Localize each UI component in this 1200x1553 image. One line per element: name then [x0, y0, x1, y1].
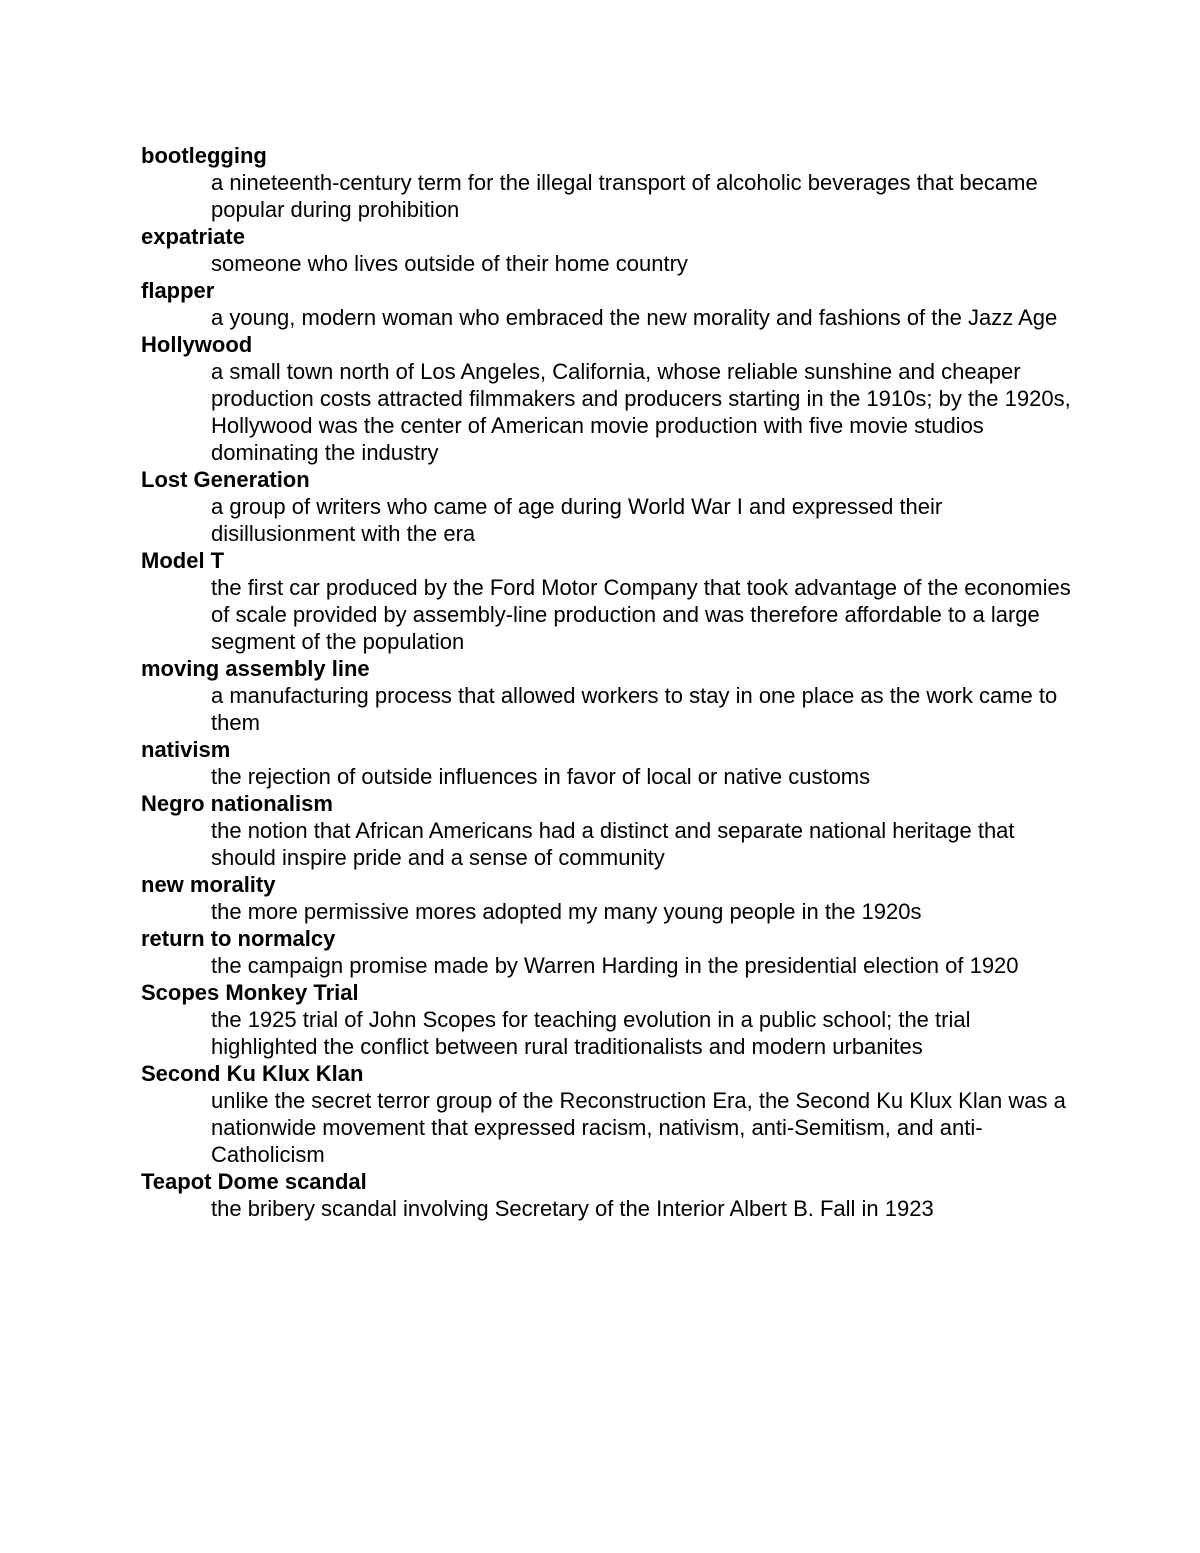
glossary-list [141, 142, 1081, 1222]
glossary-entry [141, 547, 1081, 655]
glossary-term: moving assembly line [141, 656, 370, 681]
glossary-definition: a nineteenth-century term for the illegal transport of alcoholic beverages that became popular during prohibition [211, 170, 1038, 222]
glossary-term: Teapot Dome scandal [141, 1169, 367, 1194]
glossary-definition: unlike the secret terror group of the Reconstruction Era, the Second Ku Klux Klan was a nationwide movement that expressed racism, nativism, anti-Semitism, and anti-Catholicism [211, 1088, 1066, 1167]
glossary-entry [141, 790, 1081, 871]
glossary-term: Hollywood [141, 332, 253, 357]
glossary-entry [141, 925, 1081, 979]
glossary-term: Second Ku Klux Klan [141, 1061, 364, 1086]
glossary-definition: a young, modern woman who embraced the new morality and fashions of the Jazz Age [211, 305, 1058, 330]
glossary-term: Negro nationalism [141, 791, 333, 816]
glossary-definition: a small town north of Los Angeles, California, whose reliable sunshine and cheaper production costs attracted filmmakers and producers starting in the 1910s; by the 1920s, Hollywood was the center of American movie production with five movie studios dominating the industry [211, 359, 1071, 465]
glossary-definition: the more permissive mores adopted my many young people in the 1920s [211, 899, 922, 924]
glossary-term: Lost Generation [141, 467, 310, 492]
glossary-entry [141, 1168, 1081, 1222]
glossary-definition: the campaign promise made by Warren Harding in the presidential election of 1920 [211, 953, 1019, 978]
glossary-entry [141, 871, 1081, 925]
glossary-entry [141, 277, 1081, 331]
glossary-term: Model T [141, 548, 225, 573]
glossary-definition: the first car produced by the Ford Motor Company that took advantage of the economies of scale provided by assembly-line production and was therefore affordable to a large segment of the population [211, 575, 1071, 654]
glossary-definition: a manufacturing process that allowed workers to stay in one place as the work came to them [211, 683, 1058, 735]
glossary-definition: the bribery scandal involving Secretary of the Interior Albert B. Fall in 1923 [211, 1196, 934, 1221]
glossary-definition: someone who lives outside of their home country [211, 251, 688, 276]
glossary-term: expatriate [141, 224, 245, 249]
glossary-entry [141, 736, 1081, 790]
glossary-entry [141, 142, 1081, 223]
glossary-term: nativism [141, 737, 231, 762]
glossary-entry [141, 466, 1081, 547]
glossary-term: flapper [141, 278, 215, 303]
glossary-entry [141, 1060, 1081, 1168]
glossary-entry [141, 655, 1081, 736]
glossary-term: bootlegging [141, 143, 267, 168]
glossary-term: new morality [141, 872, 276, 897]
glossary-term: return to normalcy [141, 926, 336, 951]
glossary-definition: the rejection of outside influences in favor of local or native customs [211, 764, 871, 789]
glossary-definition: the 1925 trial of John Scopes for teaching evolution in a public school; the trial highlighted the conflict between rural traditionalists and modern urbanites [211, 1007, 971, 1059]
glossary-entry [141, 979, 1081, 1060]
glossary-entry [141, 331, 1081, 466]
glossary-definition: a group of writers who came of age during World War I and expressed their disillusionment with the era [211, 494, 943, 546]
glossary-entry [141, 223, 1081, 277]
glossary-term: Scopes Monkey Trial [141, 980, 359, 1005]
glossary-definition: the notion that African Americans had a distinct and separate national heritage that should inspire pride and a sense of community [211, 818, 1015, 870]
